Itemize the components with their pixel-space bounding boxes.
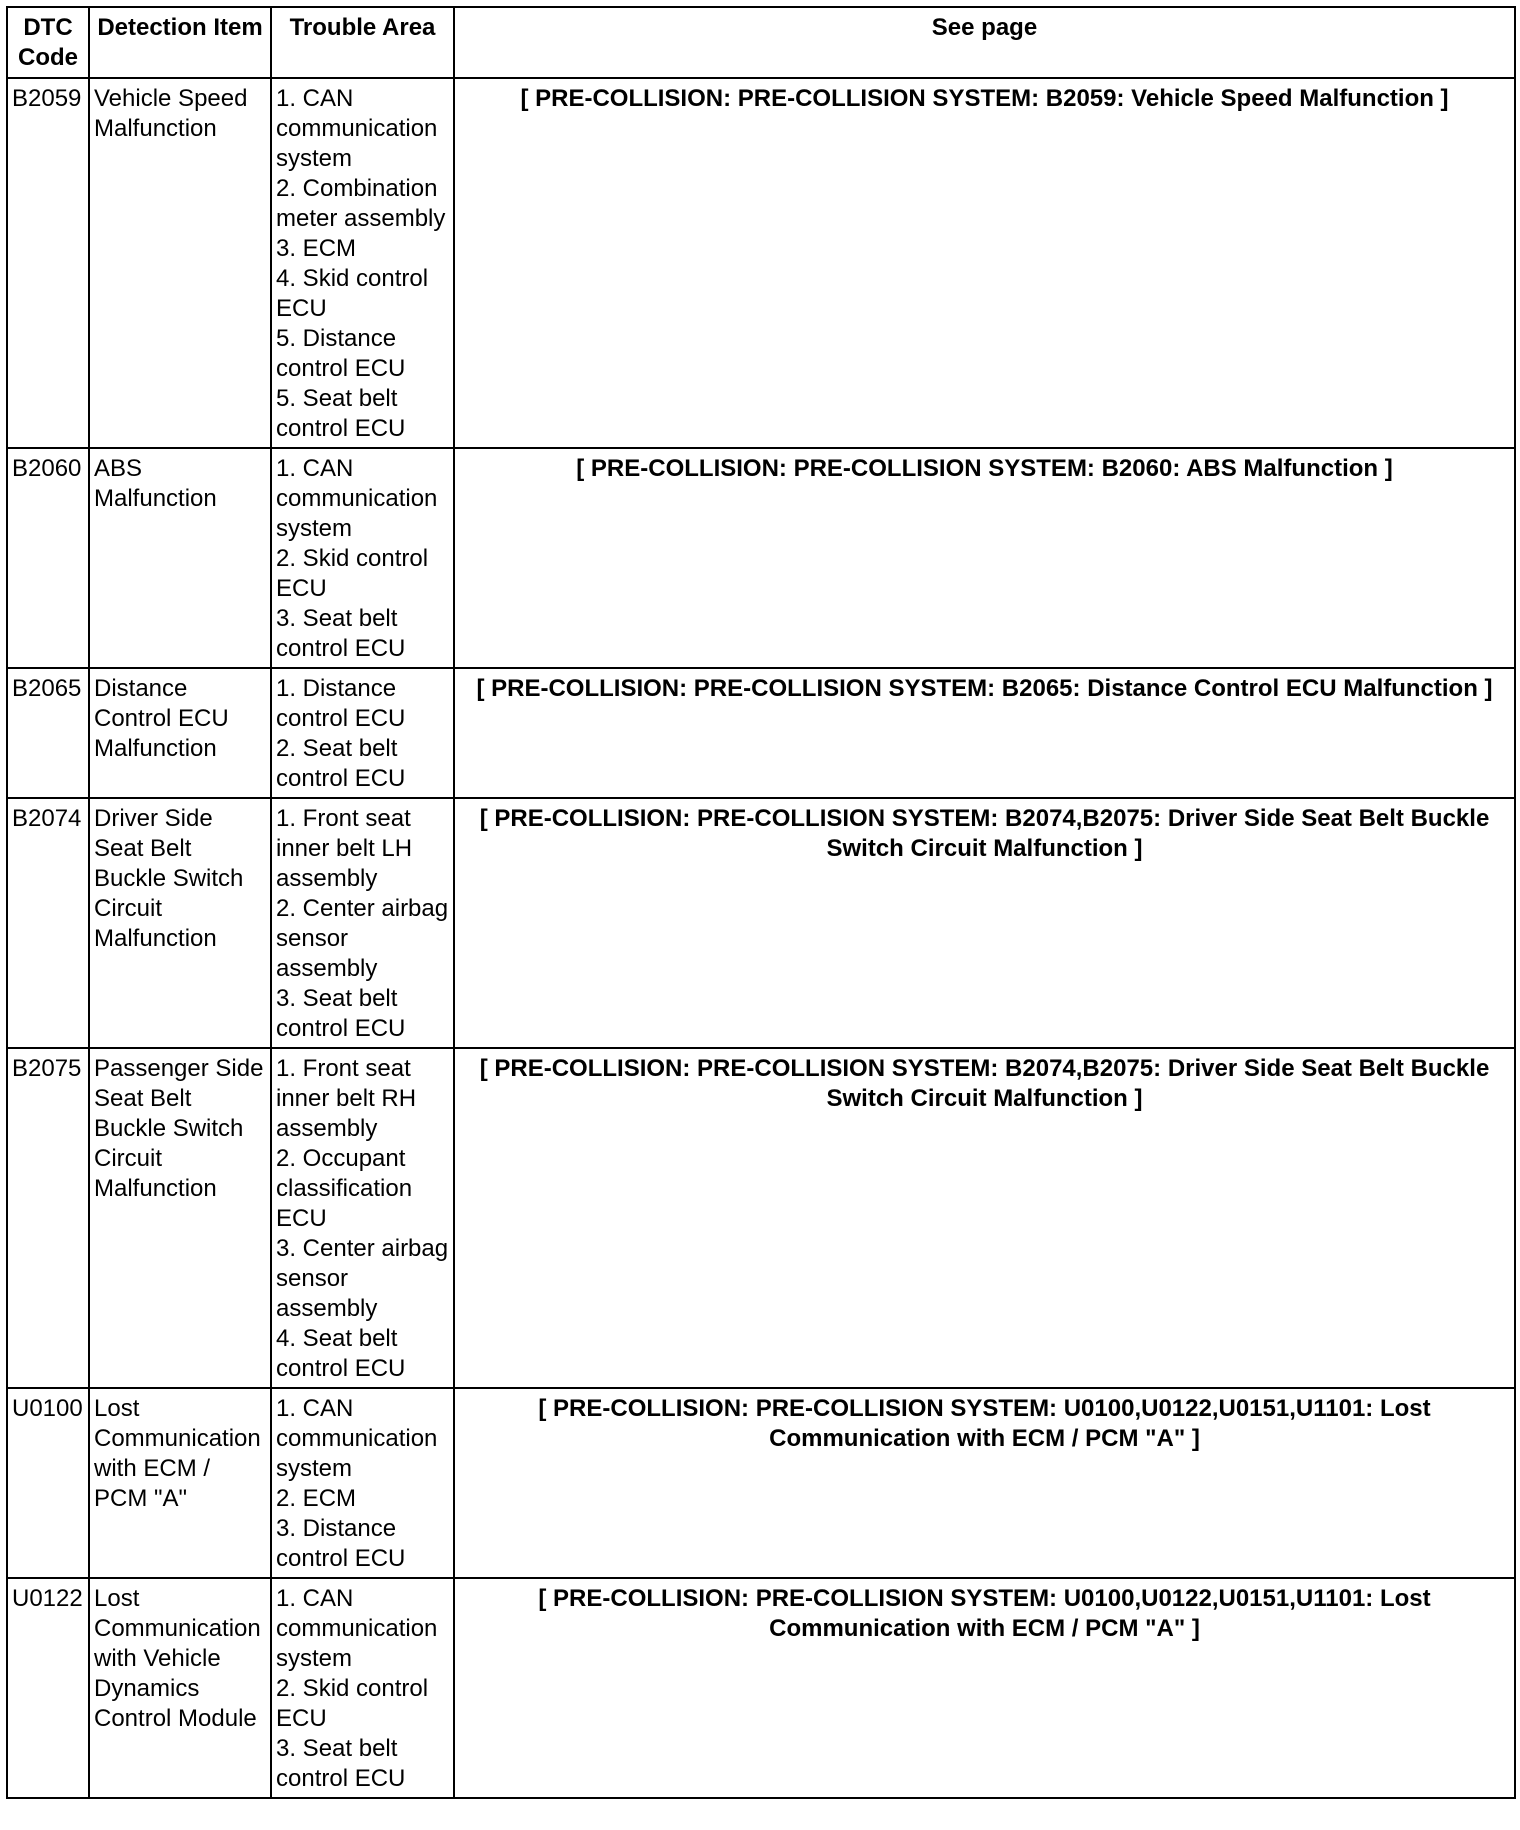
header-see-page: See page xyxy=(454,7,1515,78)
detection-item-cell: Lost Communication with ECM / PCM "A" xyxy=(89,1388,271,1578)
trouble-area-item: 3. Seat belt control ECU xyxy=(276,985,406,1042)
trouble-area-item: 5. Distance control ECU xyxy=(276,325,406,382)
detection-item-cell: ABS Malfunction xyxy=(89,448,271,668)
table-row xyxy=(7,1578,1515,1798)
see-page-link[interactable]: [ PRE-COLLISION: PRE-COLLISION SYSTEM: B2074,B2075: Driver Side Seat Belt Buckle Switch Circuit Malfunction ] xyxy=(454,1048,1515,1388)
see-page-link[interactable]: [ PRE-COLLISION: PRE-COLLISION SYSTEM: B2060: ABS Malfunction ] xyxy=(454,448,1515,668)
trouble-area-item: 3. Seat belt control ECU xyxy=(276,1735,406,1792)
dtc-code-cell: U0122 xyxy=(7,1578,89,1798)
trouble-area-item: 4. Skid control ECU xyxy=(276,265,429,322)
header-detection-item: Detection Item xyxy=(89,7,271,78)
see-page-link[interactable]: [ PRE-COLLISION: PRE-COLLISION SYSTEM: B2059: Vehicle Speed Malfunction ] xyxy=(454,78,1515,448)
table-row xyxy=(7,668,1515,798)
detection-item-cell: Lost Communication with Vehicle Dynamics Control Module xyxy=(89,1578,271,1798)
dtc-code-cell: U0100 xyxy=(7,1388,89,1578)
see-page-link[interactable]: [ PRE-COLLISION: PRE-COLLISION SYSTEM: U0100,U0122,U0151,U1101: Lost Communication with ECM / PCM "A" ] xyxy=(454,1578,1515,1798)
detection-item-cell: Driver Side Seat Belt Buckle Switch Circuit Malfunction xyxy=(89,798,271,1048)
table-row xyxy=(7,78,1515,448)
dtc-code-cell: B2075 xyxy=(7,1048,89,1388)
trouble-area-item: 2. Skid control ECU xyxy=(276,1675,429,1732)
trouble-area-cell xyxy=(271,1388,454,1578)
trouble-area-item: 1. CAN communication system xyxy=(276,1585,438,1672)
trouble-area-item: 2. Seat belt control ECU xyxy=(276,735,406,792)
dtc-code-cell: B2065 xyxy=(7,668,89,798)
trouble-area-item: 5. Seat belt control ECU xyxy=(276,385,406,442)
table-row xyxy=(7,448,1515,668)
trouble-area-item: 3. ECM xyxy=(276,235,357,262)
trouble-area-item: 2. Center airbag sensor assembly xyxy=(276,895,449,982)
trouble-area-item: 2. Skid control ECU xyxy=(276,545,429,602)
trouble-area-item: 2. ECM xyxy=(276,1485,357,1512)
detection-item-cell: Vehicle Speed Malfunction xyxy=(89,78,271,448)
dtc-code-cell: B2059 xyxy=(7,78,89,448)
detection-item-cell: Passenger Side Seat Belt Buckle Switch Circuit Malfunction xyxy=(89,1048,271,1388)
dtc-code-cell: B2060 xyxy=(7,448,89,668)
see-page-link[interactable]: [ PRE-COLLISION: PRE-COLLISION SYSTEM: B2074,B2075: Driver Side Seat Belt Buckle Switch Circuit Malfunction ] xyxy=(454,798,1515,1048)
trouble-area-item: 2. Occupant classification ECU xyxy=(276,1145,413,1232)
detection-item-cell: Distance Control ECU Malfunction xyxy=(89,668,271,798)
table-row xyxy=(7,798,1515,1048)
trouble-area-item: 3. Distance control ECU xyxy=(276,1515,406,1572)
trouble-area-item: 1. CAN communication system xyxy=(276,455,438,542)
dtc-code-cell: B2074 xyxy=(7,798,89,1048)
trouble-area-item: 4. Seat belt control ECU xyxy=(276,1325,406,1382)
header-trouble-area: Trouble Area xyxy=(271,7,454,78)
header-dtc-code: DTC Code xyxy=(7,7,89,78)
trouble-area-cell xyxy=(271,668,454,798)
header-row xyxy=(7,7,1515,78)
table-row xyxy=(7,1388,1515,1578)
trouble-area-item: 1. Front seat inner belt LH assembly xyxy=(276,805,413,892)
trouble-area-cell xyxy=(271,1048,454,1388)
table-body xyxy=(7,78,1515,1798)
trouble-area-cell xyxy=(271,1578,454,1798)
trouble-area-cell xyxy=(271,448,454,668)
see-page-link[interactable]: [ PRE-COLLISION: PRE-COLLISION SYSTEM: U0100,U0122,U0151,U1101: Lost Communication with ECM / PCM "A" ] xyxy=(454,1388,1515,1578)
trouble-area-item: 1. Distance control ECU xyxy=(276,675,406,732)
trouble-area-item: 1. Front seat inner belt RH assembly xyxy=(276,1055,417,1142)
trouble-area-item: 2. Combination meter assembly xyxy=(276,175,446,232)
see-page-link[interactable]: [ PRE-COLLISION: PRE-COLLISION SYSTEM: B2065: Distance Control ECU Malfunction ] xyxy=(454,668,1515,798)
trouble-area-item: 3. Center airbag sensor assembly xyxy=(276,1235,449,1322)
table-row xyxy=(7,1048,1515,1388)
trouble-area-item: 1. CAN communication system xyxy=(276,1395,438,1482)
dtc-table xyxy=(6,6,1516,1799)
trouble-area-item: 3. Seat belt control ECU xyxy=(276,605,406,662)
trouble-area-item: 1. CAN communication system xyxy=(276,85,438,172)
table-header xyxy=(7,7,1515,78)
trouble-area-cell xyxy=(271,78,454,448)
trouble-area-cell xyxy=(271,798,454,1048)
